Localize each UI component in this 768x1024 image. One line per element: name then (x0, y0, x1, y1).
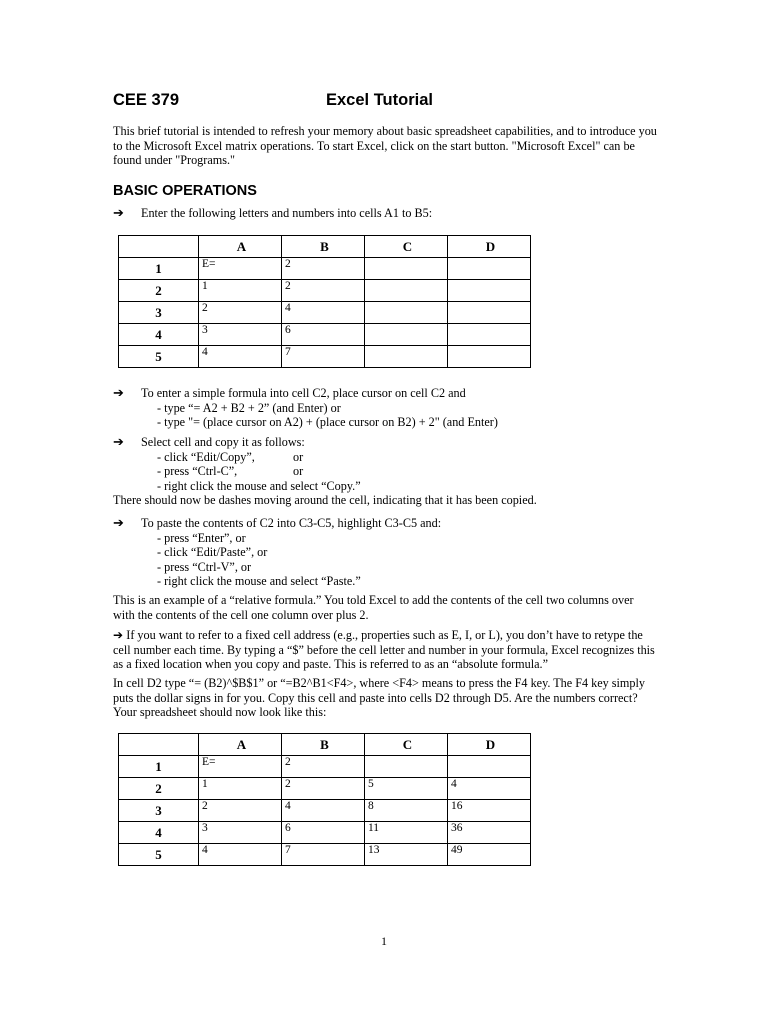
table-row (119, 324, 531, 346)
step-3-note: There should now be dashes moving around the cell, indicating that it has been copied. (113, 493, 537, 508)
row-label: 3 (119, 302, 199, 324)
table-row (119, 778, 531, 800)
relative-formula-paragraph: This is an example of a “relative formula.” You told Excel to add the contents of the cell two columns over with the contents of the cell one column over plus 2. (113, 593, 634, 622)
table-row (119, 756, 531, 778)
table-row (119, 844, 531, 866)
row-label: 1 (119, 756, 199, 778)
cell: 4 (281, 800, 364, 822)
cell: 49 (447, 844, 530, 866)
table-row (119, 258, 531, 280)
cell: 4 (198, 346, 281, 368)
cell: 2 (281, 258, 364, 280)
cell (364, 258, 447, 280)
corner-cell (119, 734, 199, 756)
cell: 5 (364, 778, 447, 800)
row-label: 2 (119, 280, 199, 302)
step-4-option-d: - right click the mouse and select “Paste.” (157, 574, 361, 589)
row-label: 4 (119, 324, 199, 346)
cell: E= (198, 258, 281, 280)
column-header-d: D (447, 236, 530, 258)
column-header-a: A (198, 734, 281, 756)
step-4-option-c: - press “Ctrl-V”, or (157, 559, 252, 574)
step-4-lead: To paste the contents of C2 into C3-C5, highlight C3-C5 and: (141, 516, 442, 530)
step-3-lead: Select cell and copy it as follows: (141, 435, 305, 449)
cell (364, 324, 447, 346)
cell: 8 (364, 800, 447, 822)
cell (447, 346, 530, 368)
cell: 11 (364, 822, 447, 844)
column-header-b: B (281, 734, 364, 756)
step-2-option-a: - type “= A2 + B2 + 2” (and Enter) or (157, 400, 341, 415)
row-label: 5 (119, 844, 199, 866)
cell (447, 258, 530, 280)
step-2-option-b: - type "= (place cursor on A2) + (place cursor on B2) + 2" (and Enter) (157, 415, 498, 430)
step-3-or-a: or (293, 449, 304, 464)
cell: 2 (281, 280, 364, 302)
table-row (119, 302, 531, 324)
step-4 (113, 516, 441, 589)
row-label: 5 (119, 346, 199, 368)
cell (364, 756, 447, 778)
cell: E= (198, 756, 281, 778)
step-1 (113, 206, 432, 221)
column-header-d: D (447, 734, 530, 756)
column-header-b: B (281, 236, 364, 258)
column-header-c: C (364, 734, 447, 756)
step-2 (113, 386, 498, 430)
arrow-icon: ➔ (113, 205, 124, 220)
arrow-icon: ➔ (113, 515, 124, 530)
arrow-icon: ➔ (113, 385, 124, 400)
arrow-icon: ➔ (113, 628, 124, 642)
section-heading: BASIC OPERATIONS (113, 183, 257, 199)
cell: 2 (198, 302, 281, 324)
corner-cell (119, 236, 199, 258)
cell: 6 (281, 324, 364, 346)
cell (364, 346, 447, 368)
table-row (119, 800, 531, 822)
row-label: 1 (119, 258, 199, 280)
row-label: 3 (119, 800, 199, 822)
step-1-text: Enter the following letters and numbers into cells A1 to B5: (141, 206, 433, 220)
absolute-formula-paragraph (113, 628, 658, 672)
step-3-option-b: - press “Ctrl-C”, (157, 464, 238, 479)
column-header-c: C (364, 236, 447, 258)
table-header-row (119, 734, 531, 756)
step-3-or-b: or (293, 464, 304, 479)
page-title: Excel Tutorial (326, 91, 433, 109)
cell: 3 (198, 324, 281, 346)
intro-paragraph: This brief tutorial is intended to refresh your memory about basic spreadsheet capabilities, and to introduce you to the Microsoft Excel matrix operations. To start Excel, click on the start button. "Microsoft Excel" can be found under "Programs." (113, 124, 657, 168)
cell: 1 (198, 280, 281, 302)
cell: 2 (281, 756, 364, 778)
step-3 (113, 435, 537, 508)
cell: 2 (281, 778, 364, 800)
page-number: 1 (381, 934, 387, 948)
spreadsheet-table-initial (118, 235, 531, 368)
table-header-row (119, 236, 531, 258)
spreadsheet-table-result (118, 733, 531, 866)
cell: 4 (447, 778, 530, 800)
step-3-option-a: - click “Edit/Copy”, (157, 449, 255, 464)
cell: 2 (198, 800, 281, 822)
table-row (119, 822, 531, 844)
cell: 7 (281, 346, 364, 368)
row-label: 4 (119, 822, 199, 844)
cell: 4 (281, 302, 364, 324)
cell (447, 756, 530, 778)
absolute-formula-text: If you want to refer to a fixed cell address (e.g., properties such as E, I, or L), you don’t have to retype the cell number each time. By typing a “$” before the cell letter and number in your formula, Excel recognizes this as a fixed location when you copy and paste. This is referred to as an “absolute formula.” (113, 628, 655, 672)
cell: 1 (198, 778, 281, 800)
cell: 7 (281, 844, 364, 866)
step-3-option-c: - right click the mouse and select “Copy.” (157, 478, 361, 493)
cell: 16 (447, 800, 530, 822)
arrow-icon: ➔ (113, 434, 124, 449)
cell (447, 302, 530, 324)
step-2-lead: To enter a simple formula into cell C2, place cursor on cell C2 and (141, 386, 466, 400)
cell: 36 (447, 822, 530, 844)
table-row (119, 280, 531, 302)
d2-formula-paragraph: In cell D2 type “= (B2)^$B$1” or “=B2^B1<F4>, where <F4> means to press the F4 key. The F4 key simply puts the dollar signs in for you. Copy this cell and paste into cells D2 through D5. Are the numbers correct? Your spreadsheet should now look like this: (113, 676, 645, 720)
cell: 13 (364, 844, 447, 866)
cell: 4 (198, 844, 281, 866)
cell (447, 280, 530, 302)
step-4-option-b: - click “Edit/Paste”, or (157, 545, 268, 560)
course-code: CEE 379 (113, 91, 180, 109)
row-label: 2 (119, 778, 199, 800)
cell (364, 280, 447, 302)
cell: 3 (198, 822, 281, 844)
table-row (119, 346, 531, 368)
cell (447, 324, 530, 346)
cell (364, 302, 447, 324)
column-header-a: A (198, 236, 281, 258)
cell: 6 (281, 822, 364, 844)
step-4-option-a: - press “Enter”, or (157, 530, 246, 545)
